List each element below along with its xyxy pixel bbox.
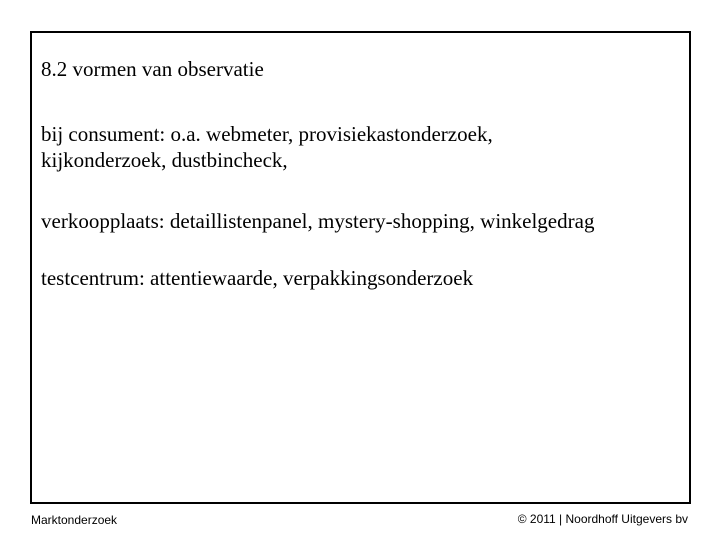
bullet-testcentrum-line-1: testcentrum: attentiewaarde, verpakkingsonderzoek <box>41 266 474 290</box>
slide-title: 8.2 vormen van observatie <box>41 57 264 81</box>
bullet-testcentrum <box>41 265 473 291</box>
bullet-consument-line-1: bij consument: o.a. webmeter, provisiekastonderzoek, <box>41 122 493 146</box>
slide-frame <box>30 31 691 504</box>
bullet-consument-line-2: kijkonderzoek, dustbincheck, <box>41 148 288 172</box>
footer-course-name: Marktonderzoek <box>31 513 118 527</box>
bullet-consument <box>41 121 493 173</box>
footer-copyright: © 2011 | Noordhoff Uitgevers bv <box>517 512 688 526</box>
bullet-verkoopplaats <box>41 208 594 234</box>
bullet-verkoopplaats-line-1: verkoopplaats: detaillistenpanel, mystery-shopping, winkelgedrag <box>41 209 595 233</box>
